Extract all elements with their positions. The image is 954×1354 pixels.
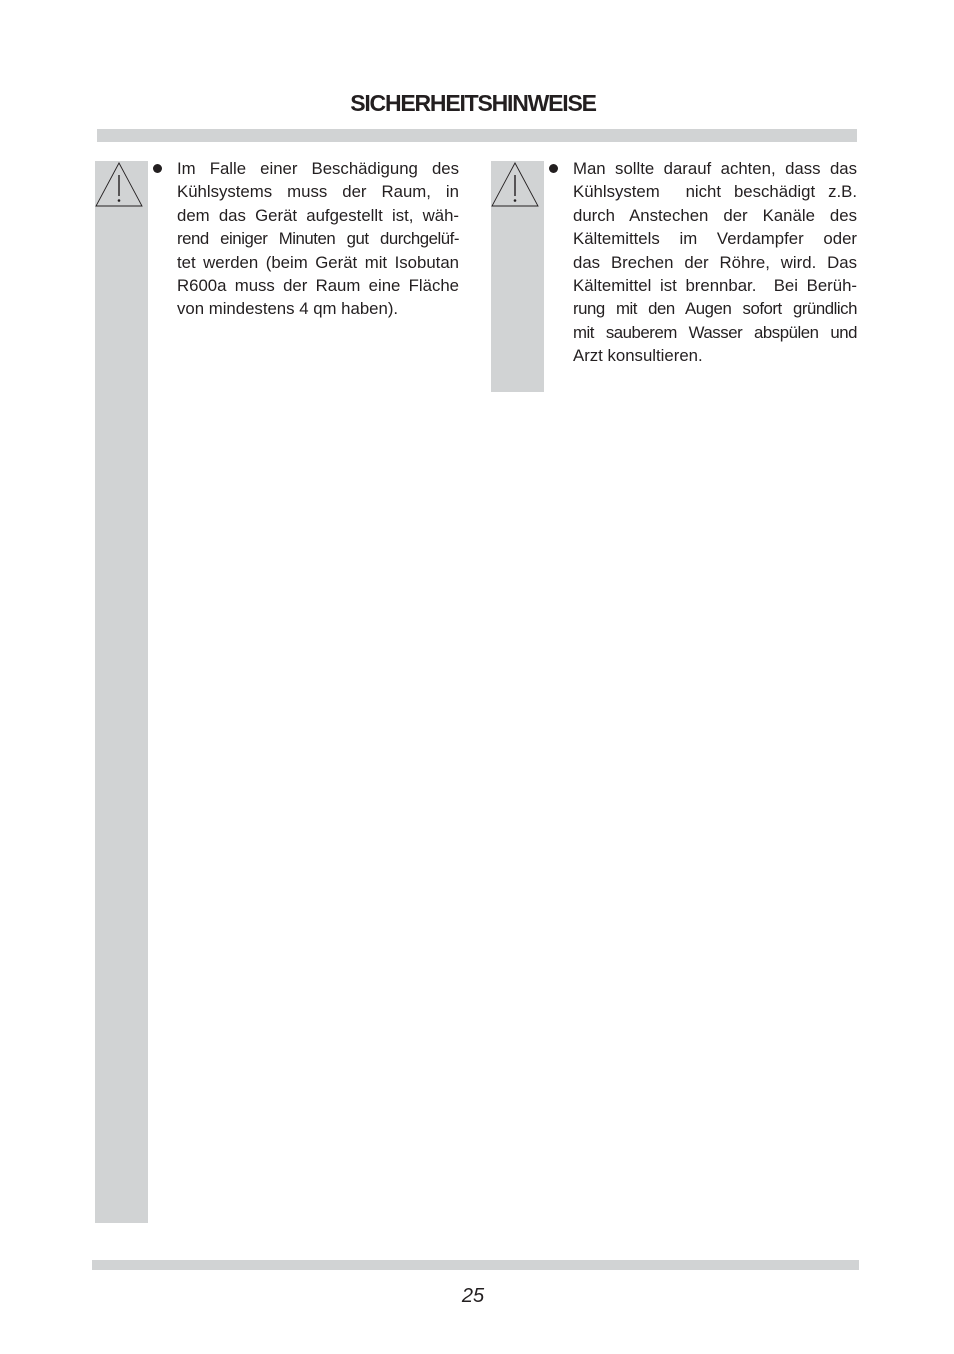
bullet-point (153, 164, 162, 173)
text-line: das Brechen der Röhre, wird. Das (573, 252, 857, 272)
warning-triangle-icon (95, 161, 148, 209)
text-line: mit sauberem Wasser abspülen und (573, 322, 857, 342)
warning-triangle-icon (491, 161, 544, 209)
text-line: dem das Gerät aufgestellt ist, wäh- (177, 205, 459, 225)
safety-note-refrigerant (573, 157, 857, 368)
text-line: rung mit den Augen sofort gründlich (573, 299, 857, 319)
text-line: Kühlsystem nicht beschädigt z.B. (573, 182, 857, 202)
bottom-divider (92, 1260, 859, 1270)
safety-note-ventilation (177, 157, 459, 321)
text-line: Kältemittels im Verdampfer oder (573, 229, 857, 249)
bullet-point (549, 164, 558, 173)
left-sidebar-bar (95, 161, 148, 1223)
text-line: rend einiger Minuten gut durchgelüf- (177, 229, 459, 249)
text-line: Man sollte darauf achten, dass das (573, 159, 857, 178)
page-number: 25 (461, 1285, 485, 1307)
right-sidebar-bar (491, 161, 544, 392)
text-line: R600a muss der Raum eine Fläche (177, 276, 459, 296)
text-line: tet werden (beim Gerät mit Isobutan (177, 252, 459, 272)
text-line: Im Falle einer Beschädigung des (177, 159, 459, 178)
text-line: Arzt konsultieren. (573, 346, 703, 366)
top-divider (97, 129, 857, 142)
text-line: durch Anstechen der Kanäle des (573, 205, 857, 225)
text-line: Kältemittel ist brennbar. Bei Berüh- (573, 276, 857, 296)
page-title: SICHERHEITSHINWEISE (350, 90, 596, 116)
text-line: von mindestens 4 qm haben). (177, 299, 399, 319)
text-line: Kühlsystems muss der Raum, in (177, 182, 459, 202)
